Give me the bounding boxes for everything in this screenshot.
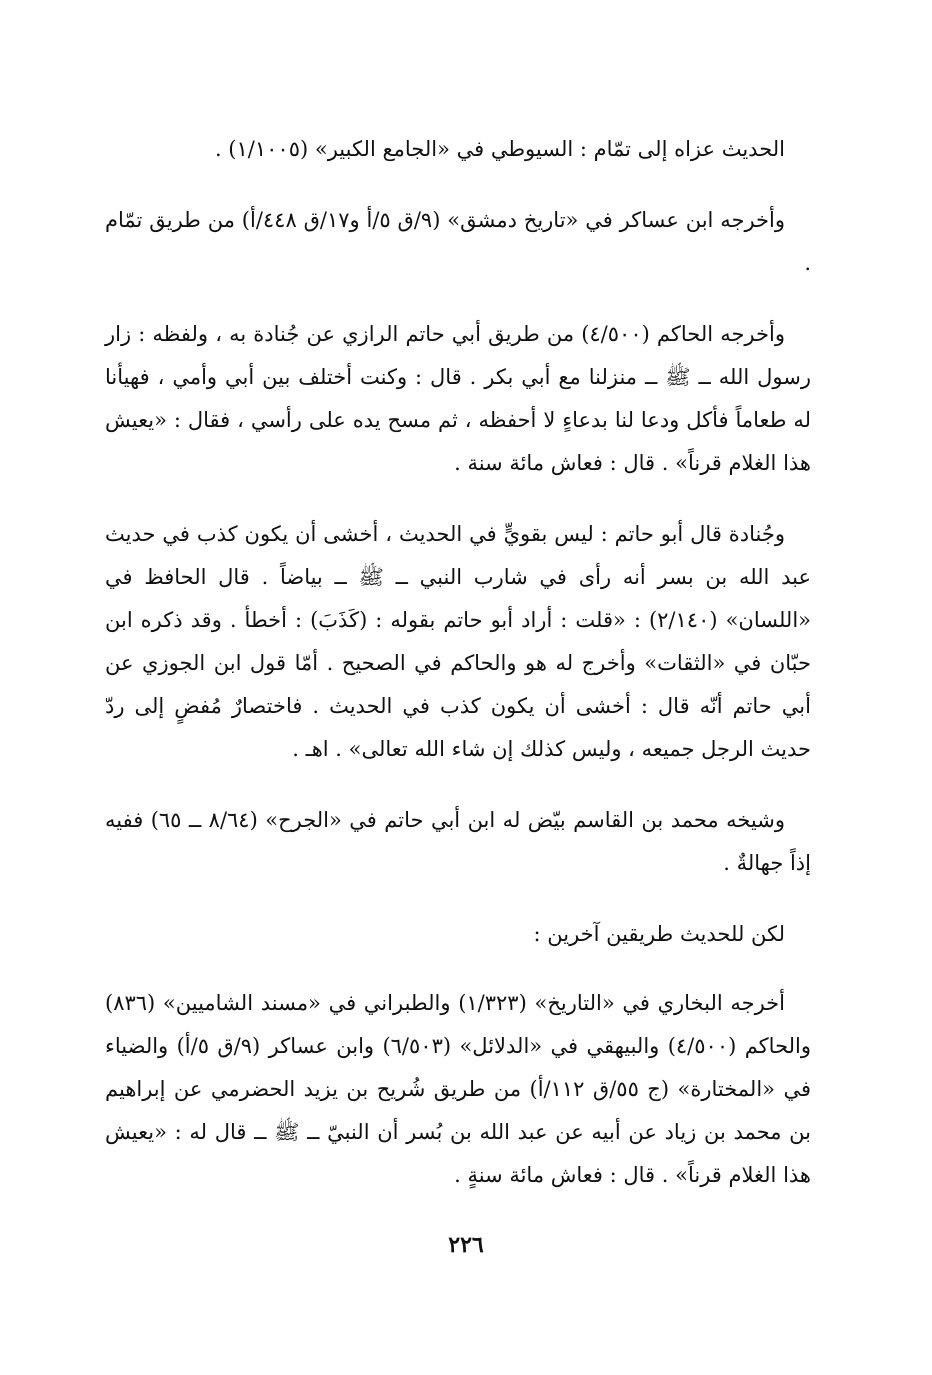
page-body (105, 128, 811, 1225)
paragraph-5: وشيخه محمد بن القاسم بيّض له ابن أبي حاتم في «الجرح» (٨/٦٤ ــ ٦٥) ففيه إذاً جهالةٌ . (105, 808, 811, 875)
paragraph-3: وأخرجه الحاكم (٤/٥٠٠) من طريق أبي حاتم الرازي عن جُنادة به ، ولفظه : زار رسول الله ــ ﷺ ــ منزلنا مع أبي بكر . قال : وكنت أختلف بين أبي وأمي ، فهيأنا له طعاماً فأكل ودعا لنا بدعاءٍ لا أحفظه ، ثم مسح يده على رأسي ، فقال : «يعيش هذا الغلام قرناً» . قال : فعاش مائة سنة . (105, 322, 811, 475)
paragraph-7: أخرجه البخاري في «التاريخ» (١/٣٢٣) والطبراني في «مسند الشاميين» (٨٣٦) والحاكم (٤/٥٠٠) والبيهقي في «الدلائل» (٦/٥٠٣) وابن عساكر (٩/ق ٥/أ) والضياء في «المختارة» (ج ٥٥/ق ١١٢/أ) من طريق شُريح بن يزيد الحضرمي عن إبراهيم بن محمد بن زياد عن أبيه عن عبد الله بن بُسر أن النبيّ ــ ﷺ ــ قال له : «يعيش هذا الغلام قرناً» . قال : فعاش مائة سنةٍ . (105, 991, 811, 1187)
paragraph-1: الحديث عزاه إلى تمّام : السيوطي في «الجامع الكبير» (١/١٠٠٥) . (214, 137, 785, 161)
paragraph-2: وأخرجه ابن عساكر في «تاريخ دمشق» (٩/ق ٥/أ و١٧/ق ٤٤٨/أ) من طريق تمّام . (105, 208, 811, 275)
paragraph-6: لكن للحديث طريقين آخرين : (533, 922, 785, 946)
paragraph-4: وجُنادة قال أبو حاتم : ليس بقويٍّ في الحديث ، أخشى أن يكون كذب في حديث عبد الله بن بسر أنه رأى في شارب النبي ــ ﷺ ــ بياضاً . قال الحافظ في «اللسان» (٢/١٤٠) : «قلت : أراد أبو حاتم بقوله : (كَذَبَ) : أخطأ . وقد ذكره ابن حبّان في «الثقات» وأخرج له هو والحاكم في الصحيح . أمّا قول ابن الجوزي عن أبي حاتم أنّه قال : أخشى أن يكون كذب في الحديث . فاختصارٌ مُفضٍ إلى ردّ حديث الرجل جميعه ، وليس كذلك إن شاء الله تعالى» . اهـ . (105, 522, 812, 761)
page-number: ٢٢٦ (448, 1232, 484, 1258)
